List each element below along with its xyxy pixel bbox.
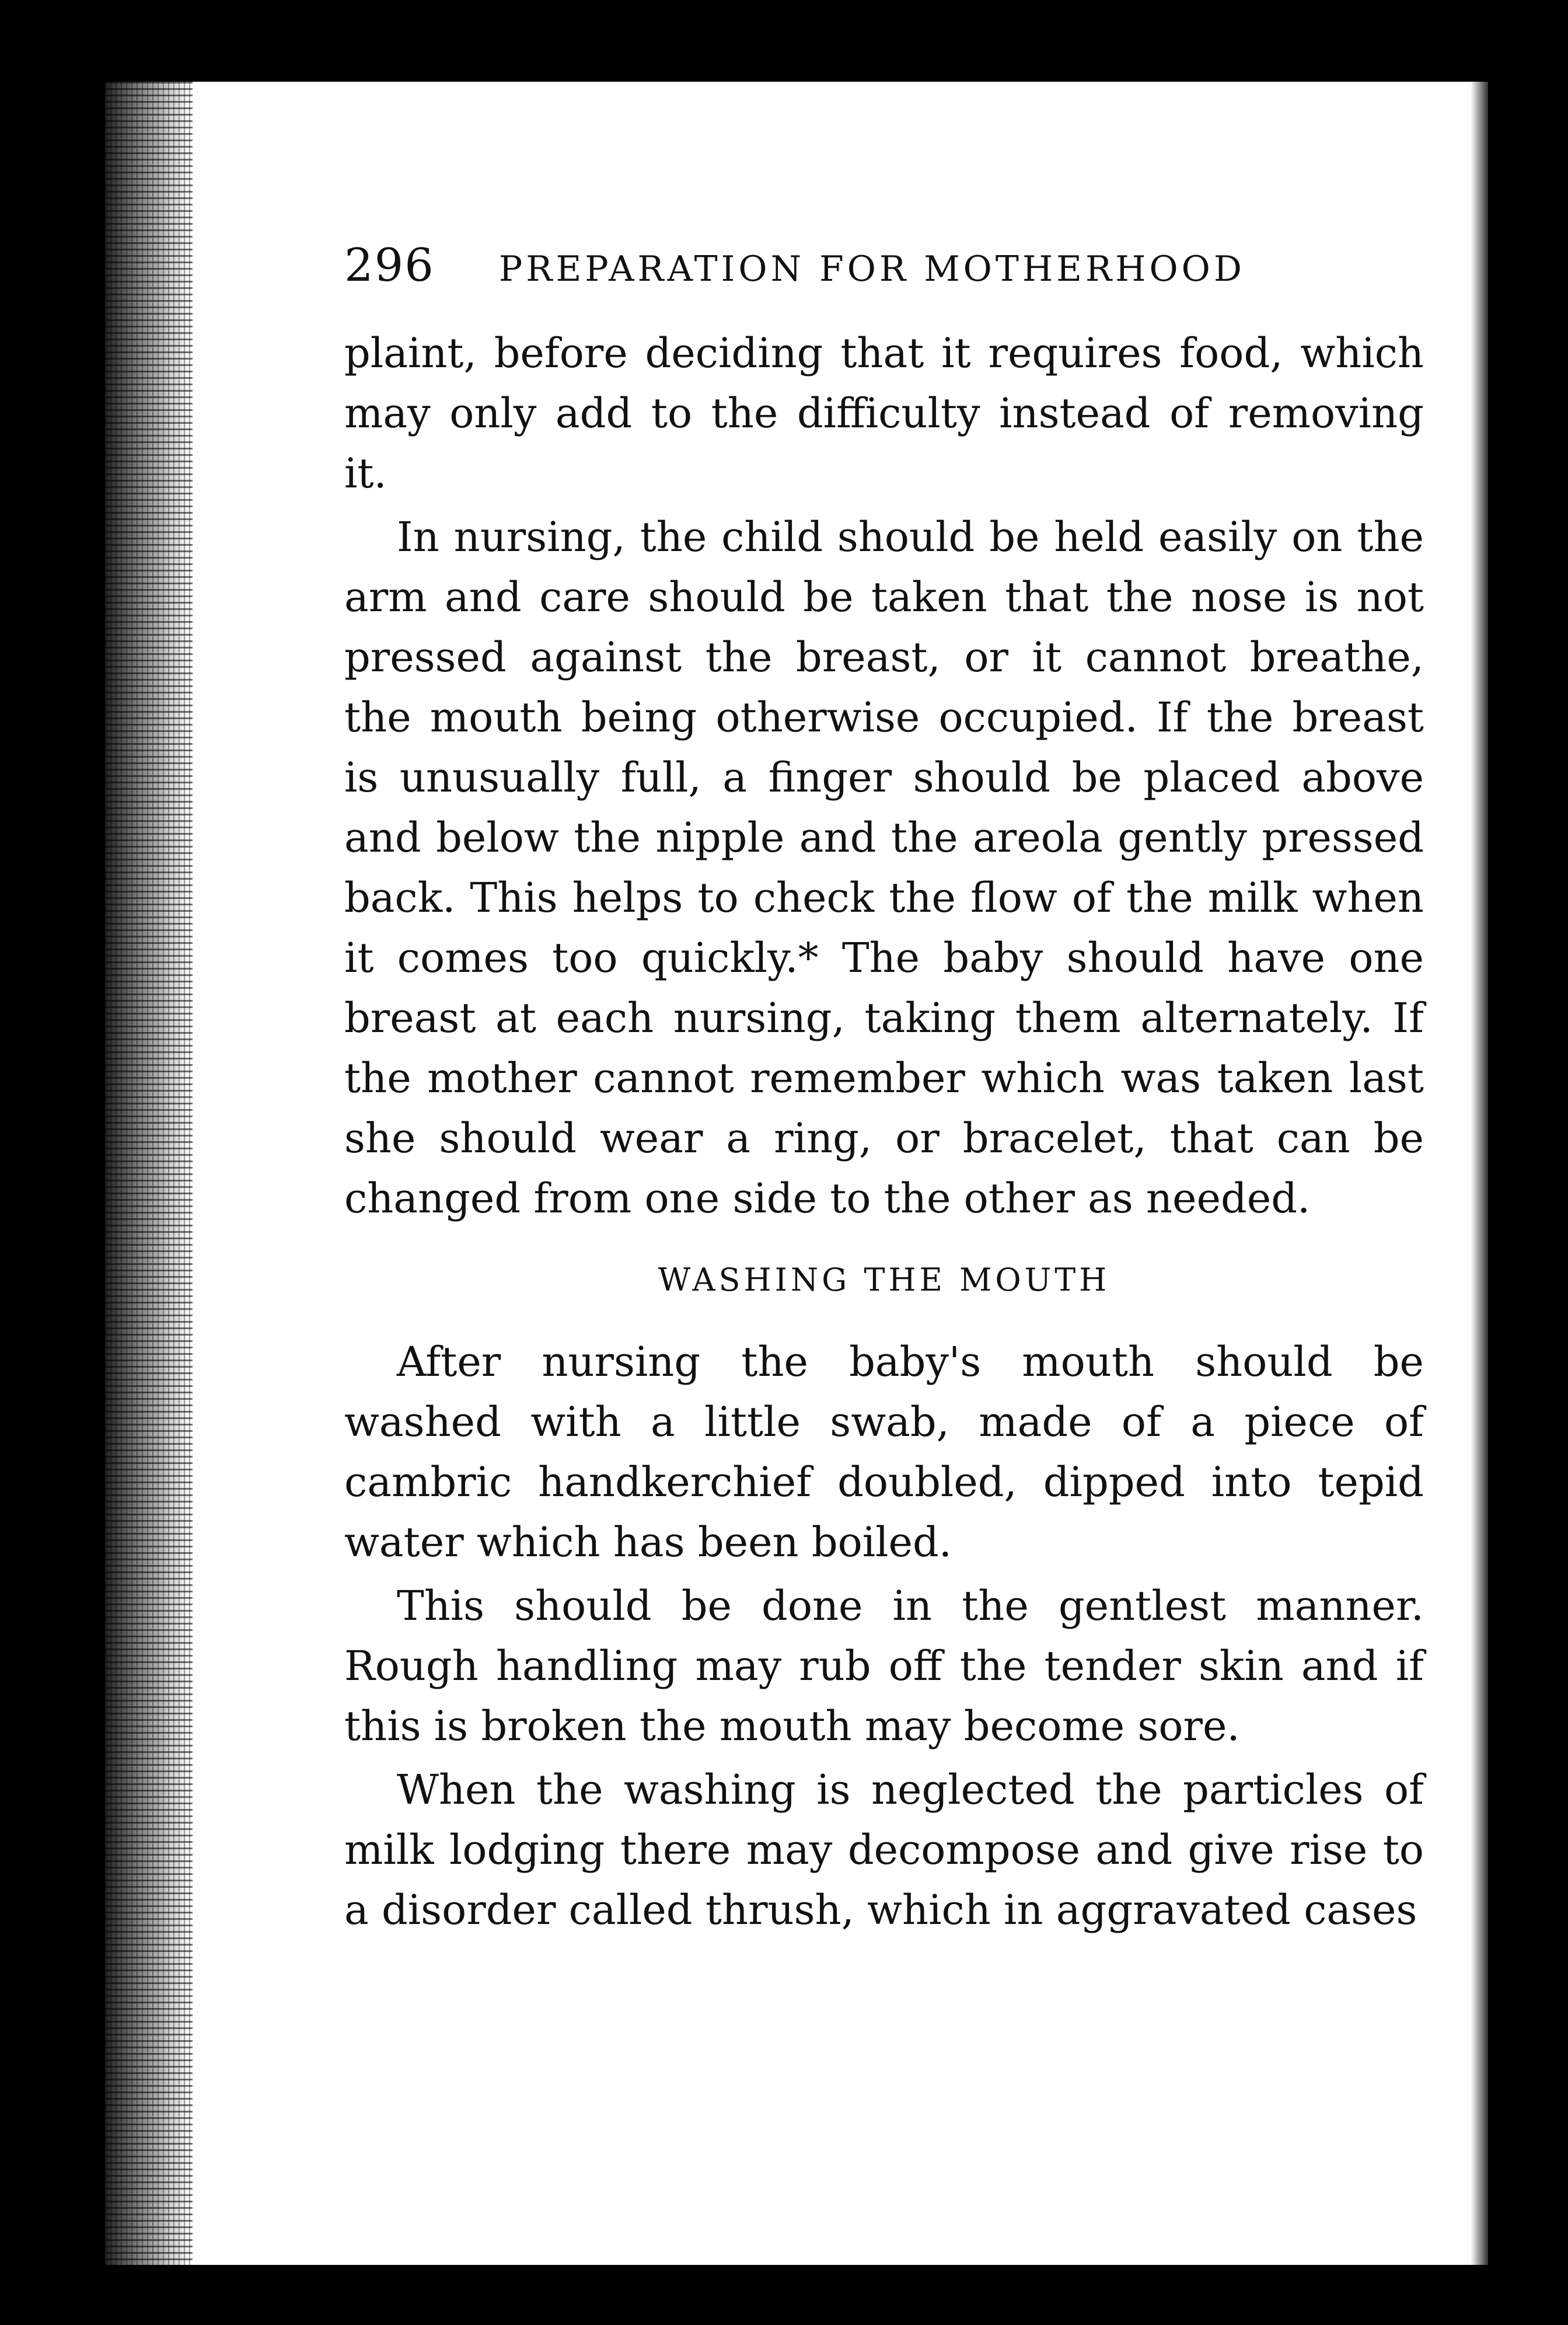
binding-edge [105, 82, 193, 2265]
paragraph-gentle: This should be done in the gentlest manner. Rough handling may rub off the tender skin and if this is broken the mouth may become sore. [344, 1582, 1424, 1750]
page-edge-shadow [1471, 82, 1488, 2265]
page-number: 296 [344, 239, 435, 292]
paragraph-nursing: In nursing, the child should be held easily on the arm and care should be taken that the nose is not pressed against the breast, or it cannot breathe, the mouth being otherwise occupied. If the breast is unusually full, a finger should be placed above and below the nipple and the areola gently pressed back. This helps to check the flow of the milk when it comes too quickly.* The baby should have one breast at each nursing, taking them alternately. If the mother cannot remember which was taken last she should wear a ring, or bracelet, that can be changed from one side to the other as needed. [344, 513, 1424, 1222]
scanned-page [105, 82, 1488, 2265]
paragraph-continued: plaint, before deciding that it requires food, which may only add to the difficulty instead of removing it. [344, 329, 1424, 497]
paragraph-thrush: When the washing is neglected the particles of milk lodging there may decompose and give rise to a disorder called thrush, which in aggravated cases [344, 1766, 1424, 1934]
running-head [344, 239, 1424, 292]
paragraph-swab: After nursing the baby's mouth should be washed with a little swab, made of a piece of cambric handkerchief doubled, dipped into tepid water which has been boiled. [344, 1338, 1424, 1566]
text-block [344, 239, 1424, 1940]
section-heading: WASHING THE MOUTH [658, 1261, 1110, 1298]
running-title: PREPARATION FOR MOTHERHOOD [498, 249, 1245, 290]
